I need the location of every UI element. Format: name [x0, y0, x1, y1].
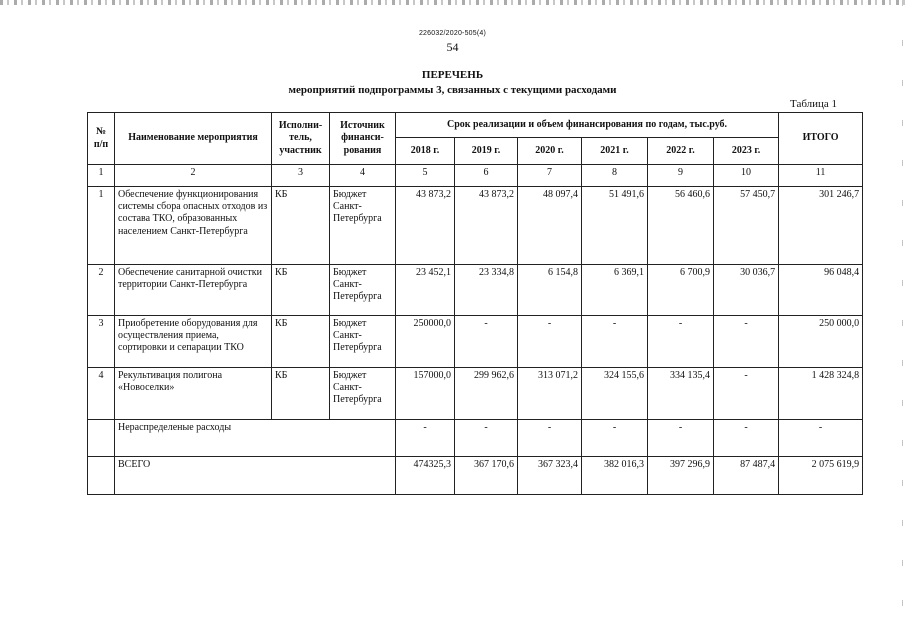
table-row — [88, 368, 863, 420]
header-total: ИТОГО — [779, 113, 863, 165]
row-value: 43 873,2 — [396, 187, 455, 265]
unallocated-label: Нераспределеные расходы — [115, 420, 396, 457]
column-number: 7 — [518, 165, 582, 187]
row-number: 1 — [88, 187, 115, 265]
row-value: 6 154,8 — [518, 265, 582, 316]
header-row-top — [88, 113, 863, 138]
row-name: Приобретение оборудования для осуществления приема, сортировки и сепарации ТКО — [115, 316, 272, 368]
row-source: Бюджет Санкт-Петербурга — [330, 368, 396, 420]
header-year: 2018 г. — [396, 138, 455, 165]
row-value: 334 135,4 — [648, 368, 714, 420]
page-number: 54 — [446, 40, 459, 54]
row-total: 250 000,0 — [779, 316, 863, 368]
row-value: 56 460,6 — [648, 187, 714, 265]
row-number-empty — [88, 457, 115, 495]
row-name: Обеспечение функционирования системы сбора опасных отходов из состава ТКО, образованных населением Санкт-Петербурга — [115, 187, 272, 265]
header-year: 2021 г. — [582, 138, 648, 165]
table-row — [88, 265, 863, 316]
grand-total-sum: 2 075 619,9 — [779, 457, 863, 495]
header-year: 2020 г. — [518, 138, 582, 165]
column-number: 11 — [779, 165, 863, 187]
grand-total-value: 382 016,3 — [582, 457, 648, 495]
row-value: 43 873,2 — [455, 187, 518, 265]
header-executor: Исполни-тель, участник — [272, 113, 330, 165]
unallocated-value: - — [396, 420, 455, 457]
unallocated-value: - — [455, 420, 518, 457]
row-value: 157000,0 — [396, 368, 455, 420]
grand-total-label: ВСЕГО — [115, 457, 396, 495]
column-number: 2 — [115, 165, 272, 187]
unallocated-value: - — [648, 420, 714, 457]
row-total: 1 428 324,8 — [779, 368, 863, 420]
grand-total-value: 367 170,6 — [455, 457, 518, 495]
scan-right-edge — [902, 0, 903, 640]
row-value: - — [714, 368, 779, 420]
unallocated-total: - — [779, 420, 863, 457]
document-number: 226032/2020-505(4) — [418, 30, 487, 37]
row-executor: КБ — [272, 368, 330, 420]
row-value: 23 334,8 — [455, 265, 518, 316]
row-executor: КБ — [272, 316, 330, 368]
header-year: 2022 г. — [648, 138, 714, 165]
unallocated-value: - — [714, 420, 779, 457]
row-value: 23 452,1 — [396, 265, 455, 316]
column-number: 3 — [272, 165, 330, 187]
row-value: 313 071,2 — [518, 368, 582, 420]
unallocated-value: - — [582, 420, 648, 457]
row-value: 51 491,6 — [582, 187, 648, 265]
row-name: Обеспечение санитарной очистки территории Санкт-Петербурга — [115, 265, 272, 316]
row-value: 57 450,7 — [714, 187, 779, 265]
column-number: 1 — [88, 165, 115, 187]
row-number: 2 — [88, 265, 115, 316]
row-executor: КБ — [272, 187, 330, 265]
row-value: 6 700,9 — [648, 265, 714, 316]
document-subtitle: мероприятий подпрограммы 3, связанных с текущими расходами — [288, 84, 617, 96]
row-source: Бюджет Санкт-Петербурга — [330, 316, 396, 368]
table-row — [88, 187, 863, 265]
row-executor: КБ — [272, 265, 330, 316]
row-value: - — [648, 316, 714, 368]
header-year: 2019 г. — [455, 138, 518, 165]
column-number: 8 — [582, 165, 648, 187]
grand-total-value: 474325,3 — [396, 457, 455, 495]
unallocated-value: - — [518, 420, 582, 457]
header-num: № п/п — [88, 113, 115, 165]
row-value: - — [455, 316, 518, 368]
grand-total-row — [88, 457, 863, 495]
header-source: Источник финанси-рования — [330, 113, 396, 165]
unallocated-row — [88, 420, 863, 457]
document-title: ПЕРЕЧЕНЬ — [421, 69, 484, 81]
row-value: 30 036,7 — [714, 265, 779, 316]
row-name: Рекультивация полигона «Новоселки» — [115, 368, 272, 420]
row-value: 6 369,1 — [582, 265, 648, 316]
header-year: 2023 г. — [714, 138, 779, 165]
row-source: Бюджет Санкт-Петербурга — [330, 187, 396, 265]
table-label: Таблица 1 — [790, 98, 838, 110]
row-source: Бюджет Санкт-Петербурга — [330, 265, 396, 316]
header-name: Наименование мероприятия — [115, 113, 272, 165]
table-row — [88, 316, 863, 368]
grand-total-value: 87 487,4 — [714, 457, 779, 495]
row-value: 324 155,6 — [582, 368, 648, 420]
column-number-row — [88, 165, 863, 187]
row-value: - — [582, 316, 648, 368]
column-number: 6 — [455, 165, 518, 187]
row-total: 96 048,4 — [779, 265, 863, 316]
row-number: 4 — [88, 368, 115, 420]
row-value: 48 097,4 — [518, 187, 582, 265]
row-value: - — [714, 316, 779, 368]
header-period: Срок реализации и объем финансирования по годам, тыс.руб. — [396, 113, 779, 138]
column-number: 10 — [714, 165, 779, 187]
row-value: - — [518, 316, 582, 368]
row-total: 301 246,7 — [779, 187, 863, 265]
scan-top-strip — [0, 0, 905, 5]
grand-total-value: 367 323,4 — [518, 457, 582, 495]
row-value: 299 962,6 — [455, 368, 518, 420]
grand-total-value: 397 296,9 — [648, 457, 714, 495]
row-number: 3 — [88, 316, 115, 368]
row-number-empty — [88, 420, 115, 457]
column-number: 9 — [648, 165, 714, 187]
column-number: 5 — [396, 165, 455, 187]
expenses-table — [87, 112, 863, 495]
row-value: 250000,0 — [396, 316, 455, 368]
column-number: 4 — [330, 165, 396, 187]
